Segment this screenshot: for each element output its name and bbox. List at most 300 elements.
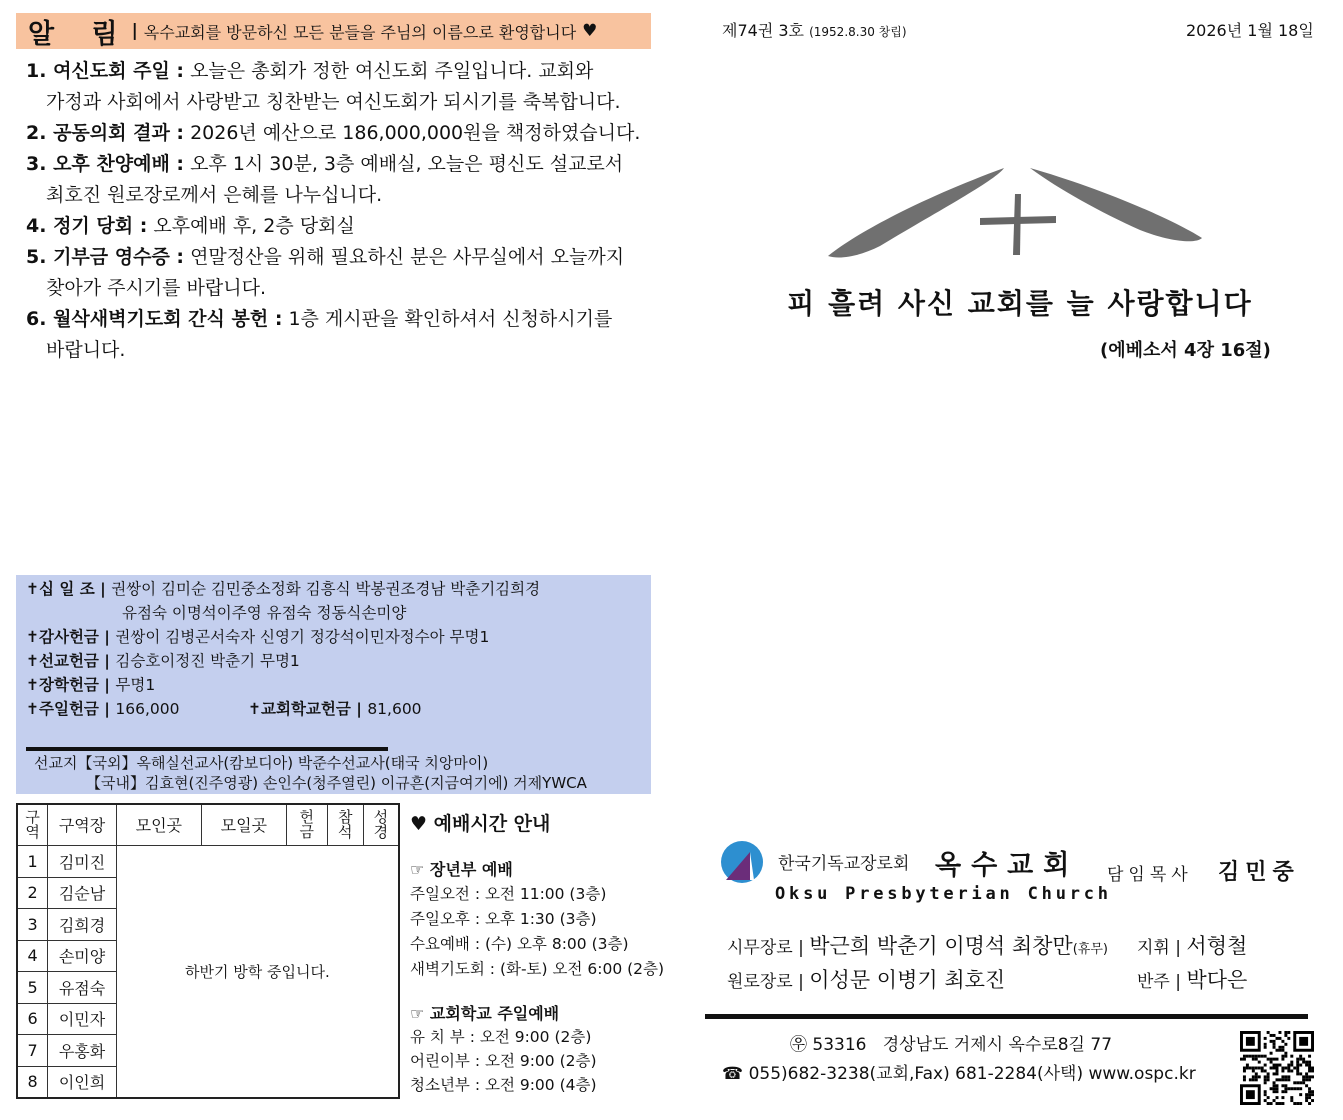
qr-module bbox=[1281, 1096, 1284, 1099]
qr-module bbox=[1284, 1052, 1287, 1055]
qr-module bbox=[1290, 1096, 1293, 1099]
qr-module bbox=[1287, 1069, 1290, 1072]
qr-module bbox=[1284, 1043, 1287, 1046]
qr-module bbox=[1281, 1075, 1284, 1078]
notice-line bbox=[26, 118, 640, 149]
qr-module bbox=[1261, 1067, 1264, 1070]
qr-module bbox=[1299, 1081, 1302, 1084]
qr-module bbox=[1299, 1087, 1302, 1090]
qr-module bbox=[1293, 1081, 1296, 1084]
qr-module bbox=[1308, 1102, 1311, 1105]
conductor-name: 서형철 bbox=[1186, 934, 1248, 958]
cross-horizontal bbox=[980, 216, 1056, 225]
notice-heading bbox=[26, 215, 147, 237]
qr-module bbox=[1305, 1078, 1308, 1081]
church-english-name: Oksu Presbyterian Church bbox=[775, 884, 1112, 904]
denomination: 한국기독교장로회 bbox=[778, 854, 910, 874]
tithe-names: 권쌍이 김미순 김민중소정화 김흥식 박봉권조경남 박춘기김희경 bbox=[111, 580, 541, 598]
col-attendance bbox=[327, 804, 363, 846]
qr-module bbox=[1255, 1067, 1258, 1070]
district-leader: 김순남 bbox=[48, 877, 117, 909]
col-leader: 구역장 bbox=[48, 804, 117, 846]
qr-module bbox=[1281, 1046, 1284, 1049]
scholarship-label: 장학헌금 bbox=[39, 676, 99, 694]
qr-module bbox=[1243, 1078, 1246, 1081]
cross-icon: ✝ bbox=[26, 580, 39, 598]
qr-module bbox=[1287, 1037, 1290, 1040]
scholarship-row: ✝장학헌금 | 무명1 bbox=[26, 676, 156, 694]
qr-module bbox=[1267, 1096, 1270, 1099]
sunday-value: 166,000 bbox=[115, 700, 180, 718]
qr-module bbox=[1243, 1067, 1246, 1070]
qr-module bbox=[1293, 1087, 1296, 1090]
pointing-hand-icon: ☞ bbox=[410, 860, 430, 879]
bulletin-date: 2026년 1월 18일 bbox=[1186, 21, 1314, 40]
church-name: 옥수교회 bbox=[935, 850, 1080, 881]
postal-code: 53316 bbox=[812, 1035, 867, 1055]
qr-code-icon[interactable] bbox=[1240, 1031, 1314, 1105]
table-header-row bbox=[17, 804, 399, 846]
qr-module bbox=[1302, 1058, 1305, 1061]
qr-module bbox=[1276, 1049, 1279, 1052]
school-line-1: 유 치 부 : 오전 9:00 (2층) bbox=[410, 1028, 592, 1046]
separator-bar: | bbox=[131, 21, 138, 41]
qr-module bbox=[1296, 1069, 1299, 1072]
qr-module bbox=[1278, 1049, 1281, 1052]
notice-title: 기부금 영수증 : bbox=[53, 246, 185, 268]
qr-module bbox=[1281, 1102, 1284, 1105]
qr-module bbox=[1281, 1090, 1284, 1093]
qr-module bbox=[1308, 1096, 1311, 1099]
qr-module bbox=[1302, 1081, 1305, 1084]
notice-line bbox=[26, 242, 640, 273]
tithe-row-cont: 유점숙 이명석이주영 유점숙 정동식손미양 bbox=[122, 604, 407, 622]
qr-module bbox=[1252, 1067, 1255, 1070]
qr-module bbox=[1308, 1087, 1311, 1090]
notice-list bbox=[26, 56, 640, 366]
qr-module bbox=[1273, 1040, 1276, 1043]
district-leader: 유점숙 bbox=[48, 972, 117, 1004]
qr-module bbox=[1281, 1078, 1284, 1081]
col-bible bbox=[363, 804, 399, 846]
qr-module bbox=[1302, 1061, 1305, 1064]
school-worship-title bbox=[410, 1001, 559, 1024]
qr-module bbox=[1281, 1067, 1284, 1070]
school-worship-label: 교회학교 주일예배 bbox=[429, 1004, 560, 1023]
qr-module bbox=[1284, 1078, 1287, 1081]
qr-module bbox=[1281, 1040, 1284, 1043]
qr-module bbox=[1258, 1055, 1261, 1058]
qr-module bbox=[1258, 1075, 1261, 1078]
notice-number: 2. bbox=[26, 122, 47, 144]
qr-module bbox=[1278, 1046, 1281, 1049]
qr-module bbox=[1270, 1067, 1273, 1070]
qr-module bbox=[1276, 1072, 1279, 1075]
qr-module bbox=[1290, 1064, 1293, 1067]
cross-icon: ✝ bbox=[26, 676, 39, 694]
qr-module bbox=[1252, 1069, 1255, 1072]
notice-heading bbox=[26, 308, 282, 330]
district-leader: 김희경 bbox=[48, 909, 117, 941]
qr-module bbox=[1276, 1064, 1279, 1067]
tithe-row: ✝십 일 조 | 권쌍이 김미순 김민중소정화 김흥식 박봉권조경남 박춘기김희경 bbox=[26, 580, 541, 598]
qr-module bbox=[1252, 1078, 1255, 1081]
footer-divider bbox=[705, 1014, 1308, 1019]
notice-item bbox=[26, 211, 640, 242]
notice-body-cont: 찾아가 주시기를 바랍니다. bbox=[46, 277, 267, 299]
cross-icon: ✝ bbox=[248, 700, 261, 718]
qr-module bbox=[1308, 1055, 1311, 1058]
qr-module bbox=[1276, 1084, 1279, 1087]
qr-module bbox=[1264, 1081, 1267, 1084]
qr-module bbox=[1276, 1069, 1279, 1072]
qr-module bbox=[1255, 1055, 1258, 1058]
notice-number: 1. bbox=[26, 60, 47, 82]
school-line-2: 어린이부 : 오전 9:00 (2층) bbox=[410, 1052, 597, 1070]
qr-module bbox=[1249, 1078, 1252, 1081]
qr-module bbox=[1287, 1067, 1290, 1070]
heart-icon: ♥ bbox=[582, 21, 598, 41]
qr-module bbox=[1255, 1078, 1258, 1081]
qr-module bbox=[1296, 1081, 1299, 1084]
missionary-domestic: 【국내】김효현(진주영광) 손인수(청주열린) 이규흔(지금여기에) 거제YWCA bbox=[86, 774, 587, 792]
notice-header bbox=[16, 13, 651, 49]
sunday-offering-row: ✝주일헌금 | 166,000 bbox=[26, 700, 180, 718]
qr-module bbox=[1284, 1087, 1287, 1090]
qr-module bbox=[1308, 1090, 1311, 1093]
qr-module bbox=[1305, 1084, 1308, 1087]
notice-number: 3. bbox=[26, 153, 47, 175]
retired-elders-row: 원로장로 | 이성문 이병기 최호진 bbox=[727, 968, 1006, 992]
notice-line bbox=[26, 149, 640, 180]
qr-module bbox=[1252, 1055, 1255, 1058]
qr-module bbox=[1305, 1064, 1308, 1067]
mission-names: 김승호이정진 박춘기 무명1 bbox=[115, 652, 300, 670]
notice-body: 1층 게시판을 확인하셔서 신청하시기를 bbox=[282, 308, 613, 330]
qr-module bbox=[1270, 1052, 1273, 1055]
qr-module bbox=[1270, 1061, 1273, 1064]
notice-title: 여신도회 주일 : bbox=[53, 60, 185, 82]
qr-module bbox=[1243, 1069, 1246, 1072]
qr-module bbox=[1273, 1072, 1276, 1075]
qr-module bbox=[1246, 1064, 1249, 1067]
qr-module bbox=[1273, 1087, 1276, 1090]
qr-module bbox=[1252, 1058, 1255, 1061]
qr-module bbox=[1296, 1102, 1299, 1105]
qr-module bbox=[1270, 1034, 1273, 1037]
notice-title: 월삭새벽기도회 간식 봉헌 : bbox=[53, 308, 283, 330]
adult-line-4: 새벽기도회 : (화-토) 오전 6:00 (2층) bbox=[410, 960, 665, 978]
notice-body: 2026년 예산으로 186,000,000원을 책정하였습니다. bbox=[184, 122, 641, 144]
qr-module bbox=[1261, 1069, 1264, 1072]
notice-body-cont: 바랍니다. bbox=[46, 339, 126, 361]
qr-module bbox=[1293, 1067, 1296, 1070]
bulletin-founded: (1952.8.30 창립) bbox=[809, 25, 907, 39]
district-number: 2 bbox=[17, 877, 48, 909]
district-number: 8 bbox=[17, 1066, 48, 1098]
mission-row: ✝선교헌금 | 김승호이정진 박춘기 무명1 bbox=[26, 652, 300, 670]
school-value: 81,600 bbox=[367, 700, 422, 718]
school-line-3: 청소년부 : 오전 9:00 (4층) bbox=[410, 1076, 597, 1094]
cross-vertical bbox=[1013, 194, 1021, 255]
district-number: 4 bbox=[17, 940, 48, 972]
district-leader: 우홍화 bbox=[48, 1035, 117, 1067]
notice-number: 5. bbox=[26, 246, 47, 268]
qr-module bbox=[1281, 1055, 1284, 1058]
worship-title-text: 예배시간 안내 bbox=[433, 813, 551, 835]
accompanist-label: 반주 bbox=[1137, 972, 1170, 992]
qr-module bbox=[1299, 1058, 1302, 1061]
qr-module bbox=[1276, 1087, 1279, 1090]
qr-module bbox=[1273, 1067, 1276, 1070]
col-meet-at: 모일곳 bbox=[201, 804, 286, 846]
qr-module bbox=[1243, 1058, 1246, 1061]
notice-heading bbox=[26, 60, 184, 82]
col-offering bbox=[286, 804, 327, 846]
qr-module bbox=[1281, 1084, 1284, 1087]
qr-module bbox=[1258, 1061, 1261, 1064]
qr-module bbox=[1308, 1093, 1311, 1096]
cross-icon: ✝ bbox=[26, 628, 39, 646]
qr-module bbox=[1281, 1069, 1284, 1072]
notice-subtitle: 옥수교회를 방문하신 모든 분들을 주님의 이름으로 환영합니다 bbox=[143, 22, 577, 42]
adult-worship-label: 장년부 예배 bbox=[429, 860, 513, 879]
qr-module bbox=[1293, 1102, 1296, 1105]
qr-module bbox=[1311, 1069, 1314, 1072]
church-logo-icon bbox=[720, 840, 764, 884]
notice-title: 오후 찬양예배 : bbox=[53, 153, 185, 175]
qr-finder bbox=[1299, 1037, 1308, 1046]
notice-heading bbox=[26, 122, 184, 144]
elders-note: (휴무) bbox=[1072, 942, 1108, 957]
qr-module bbox=[1267, 1102, 1270, 1105]
accompanist-row: 반주 | 박다은 bbox=[1137, 968, 1248, 992]
qr-module bbox=[1276, 1090, 1279, 1093]
district-leader: 김미진 bbox=[48, 846, 117, 878]
notice-body: 오후 1시 30분, 3층 예배실, 오늘은 평신도 설교로서 bbox=[184, 153, 624, 175]
qr-module bbox=[1255, 1075, 1258, 1078]
accompanist-name: 박다은 bbox=[1186, 968, 1248, 992]
offering-box bbox=[16, 575, 651, 794]
conductor-row: 지휘 | 서형철 bbox=[1137, 934, 1248, 958]
qr-module bbox=[1311, 1075, 1314, 1078]
qr-module bbox=[1284, 1031, 1287, 1034]
qr-module bbox=[1311, 1090, 1314, 1093]
phone-icon: ☎ bbox=[722, 1064, 749, 1084]
district-leader: 이인희 bbox=[48, 1066, 117, 1098]
notice-number: 4. bbox=[26, 215, 47, 237]
qr-module bbox=[1302, 1078, 1305, 1081]
qr-module bbox=[1296, 1058, 1299, 1061]
qr-module bbox=[1284, 1090, 1287, 1093]
qr-module bbox=[1264, 1055, 1267, 1058]
notice-title: 알 림 bbox=[28, 18, 132, 49]
motto-text: 피 흘려 사신 교회를 늘 사랑합니다 bbox=[787, 287, 1253, 320]
district-table bbox=[16, 803, 400, 1099]
qr-module bbox=[1273, 1064, 1276, 1067]
qr-module bbox=[1278, 1037, 1281, 1040]
qr-module bbox=[1246, 1055, 1249, 1058]
school-offering-row: ✝교회학교헌금 | 81,600 bbox=[248, 700, 422, 718]
qr-module bbox=[1267, 1058, 1270, 1061]
notice-body-cont: 가정과 사회에서 사랑받고 칭찬받는 여신도회가 되시기를 축복합니다. bbox=[46, 91, 621, 113]
qr-module bbox=[1305, 1093, 1308, 1096]
notice-body-cont: 최호진 원로장로께서 은혜를 나누십니다. bbox=[46, 184, 383, 206]
sunday-label: 주일헌금 bbox=[39, 700, 99, 718]
qr-module bbox=[1296, 1072, 1299, 1075]
pastor-name: 김민중 bbox=[1218, 860, 1300, 885]
qr-module bbox=[1249, 1055, 1252, 1058]
qr-module bbox=[1284, 1055, 1287, 1058]
qr-module bbox=[1281, 1058, 1284, 1061]
qr-module bbox=[1270, 1102, 1273, 1105]
qr-module bbox=[1273, 1084, 1276, 1087]
elders-row: 시무장로 | 박근희 박춘기 이명석 최창만(휴무) bbox=[727, 934, 1108, 958]
address-row bbox=[790, 1030, 1112, 1055]
qr-module bbox=[1299, 1093, 1302, 1096]
postal-icon: ㉾ bbox=[790, 1035, 807, 1055]
conductor-label: 지휘 bbox=[1137, 938, 1170, 958]
missionary-divider bbox=[26, 747, 388, 751]
col-met-at: 모인곳 bbox=[116, 804, 201, 846]
qr-finder bbox=[1246, 1037, 1255, 1046]
qr-module bbox=[1252, 1075, 1255, 1078]
qr-module bbox=[1273, 1090, 1276, 1093]
vacation-notice: 하반기 방학 중입니다. bbox=[116, 846, 399, 1099]
school-label: 교회학교헌금 bbox=[261, 700, 351, 718]
pointing-hand-icon: ☞ bbox=[410, 1004, 430, 1023]
qr-module bbox=[1255, 1058, 1258, 1061]
elders-names: 박근희 박춘기 이명석 최창만 bbox=[809, 934, 1073, 958]
qr-module bbox=[1296, 1087, 1299, 1090]
qr-module bbox=[1290, 1055, 1293, 1058]
qr-module bbox=[1270, 1040, 1273, 1043]
qr-module bbox=[1287, 1075, 1290, 1078]
qr-module bbox=[1302, 1075, 1305, 1078]
qr-module bbox=[1243, 1055, 1246, 1058]
qr-module bbox=[1249, 1067, 1252, 1070]
district-number: 6 bbox=[17, 1003, 48, 1035]
notice-item bbox=[26, 242, 640, 304]
qr-module bbox=[1276, 1096, 1279, 1099]
qr-module bbox=[1264, 1069, 1267, 1072]
qr-module bbox=[1267, 1075, 1270, 1078]
bulletin-volume-row bbox=[722, 18, 907, 41]
qr-module bbox=[1264, 1064, 1267, 1067]
adult-line-2: 주일오후 : 오후 1:30 (3층) bbox=[410, 910, 597, 928]
qr-module bbox=[1278, 1064, 1281, 1067]
qr-module bbox=[1276, 1058, 1279, 1061]
mission-label: 선교헌금 bbox=[39, 652, 99, 670]
qr-module bbox=[1273, 1043, 1276, 1046]
qr-module bbox=[1287, 1087, 1290, 1090]
qr-module bbox=[1264, 1043, 1267, 1046]
district-number: 5 bbox=[17, 972, 48, 1004]
qr-module bbox=[1287, 1031, 1290, 1034]
notice-item bbox=[26, 56, 640, 118]
adult-line-3: 수요예배 : (수) 오후 8:00 (3층) bbox=[410, 935, 629, 953]
qr-module bbox=[1276, 1102, 1279, 1105]
qr-module bbox=[1264, 1075, 1267, 1078]
col-district-no-label: 구역 bbox=[25, 808, 40, 841]
qr-module bbox=[1270, 1087, 1273, 1090]
qr-module bbox=[1264, 1093, 1267, 1096]
address: 경상남도 거제시 옥수로8길 77 bbox=[882, 1035, 1113, 1055]
notice-number: 6. bbox=[26, 308, 47, 330]
bulletin-volume: 제74권 3호 bbox=[722, 21, 804, 40]
qr-module bbox=[1243, 1075, 1246, 1078]
cross-icon: ✝ bbox=[26, 700, 39, 718]
notice-body: 오후예배 후, 2층 당회실 bbox=[147, 215, 355, 237]
qr-module bbox=[1296, 1061, 1299, 1064]
district-number: 3 bbox=[17, 909, 48, 941]
qr-module bbox=[1281, 1049, 1284, 1052]
qr-module bbox=[1299, 1102, 1302, 1105]
qr-module bbox=[1305, 1099, 1308, 1102]
notice-title: 공동의회 결과 : bbox=[53, 122, 185, 144]
qr-module bbox=[1305, 1096, 1308, 1099]
qr-module bbox=[1261, 1055, 1264, 1058]
thanks-label: 감사헌금 bbox=[39, 628, 99, 646]
heart-icon: ♥ bbox=[410, 813, 434, 835]
district-leader: 이민자 bbox=[48, 1003, 117, 1035]
qr-module bbox=[1278, 1078, 1281, 1081]
notice-body: 오늘은 총회가 정한 여신도회 주일입니다. 교회와 bbox=[184, 60, 594, 82]
district-table-body bbox=[17, 846, 399, 1099]
qr-module bbox=[1305, 1061, 1308, 1064]
qr-module bbox=[1290, 1069, 1293, 1072]
qr-module bbox=[1278, 1031, 1281, 1034]
qr-module bbox=[1270, 1058, 1273, 1061]
qr-module bbox=[1264, 1037, 1267, 1040]
qr-module bbox=[1258, 1067, 1261, 1070]
qr-module bbox=[1278, 1102, 1281, 1105]
qr-module bbox=[1273, 1058, 1276, 1061]
cross-roof-icon bbox=[820, 160, 1210, 260]
qr-module bbox=[1284, 1075, 1287, 1078]
worship-title bbox=[410, 809, 550, 836]
missionary-abroad: 선교지【국외】옥해실선교사(캄보디아) 박준수선교사(태국 치앙마이) bbox=[34, 754, 489, 772]
phone-row bbox=[722, 1059, 1196, 1084]
qr-module bbox=[1311, 1067, 1314, 1070]
qr-module bbox=[1267, 1031, 1270, 1034]
thanks-row: ✝감사헌금 | 권쌍이 김병곤서숙자 신영기 정강석이민자정수아 무명1 bbox=[26, 628, 490, 646]
qr-module bbox=[1290, 1087, 1293, 1090]
district-number: 7 bbox=[17, 1035, 48, 1067]
qr-finder bbox=[1246, 1090, 1255, 1099]
notice-line bbox=[26, 304, 640, 335]
qr-module bbox=[1305, 1072, 1308, 1075]
qr-module bbox=[1308, 1075, 1311, 1078]
qr-module bbox=[1284, 1084, 1287, 1087]
phone-website[interactable]: 055)682-3238(교회,Fax) 681-2284(사택) www.ospc.kr bbox=[748, 1064, 1196, 1084]
qr-module bbox=[1267, 1072, 1270, 1075]
qr-module bbox=[1296, 1067, 1299, 1070]
qr-module bbox=[1273, 1034, 1276, 1037]
motto-reference: (에베소서 4장 16절) bbox=[1100, 340, 1271, 361]
tithe-label: 십 일 조 bbox=[39, 580, 95, 598]
qr-module bbox=[1311, 1099, 1314, 1102]
district-leader: 손미양 bbox=[48, 940, 117, 972]
notice-item bbox=[26, 304, 640, 366]
qr-module bbox=[1246, 1067, 1249, 1070]
qr-module bbox=[1276, 1067, 1279, 1070]
adult-worship-title bbox=[410, 857, 513, 880]
qr-module bbox=[1284, 1034, 1287, 1037]
qr-module bbox=[1264, 1046, 1267, 1049]
pastor-label: 담임목사 bbox=[1107, 865, 1193, 885]
qr-module bbox=[1308, 1067, 1311, 1070]
